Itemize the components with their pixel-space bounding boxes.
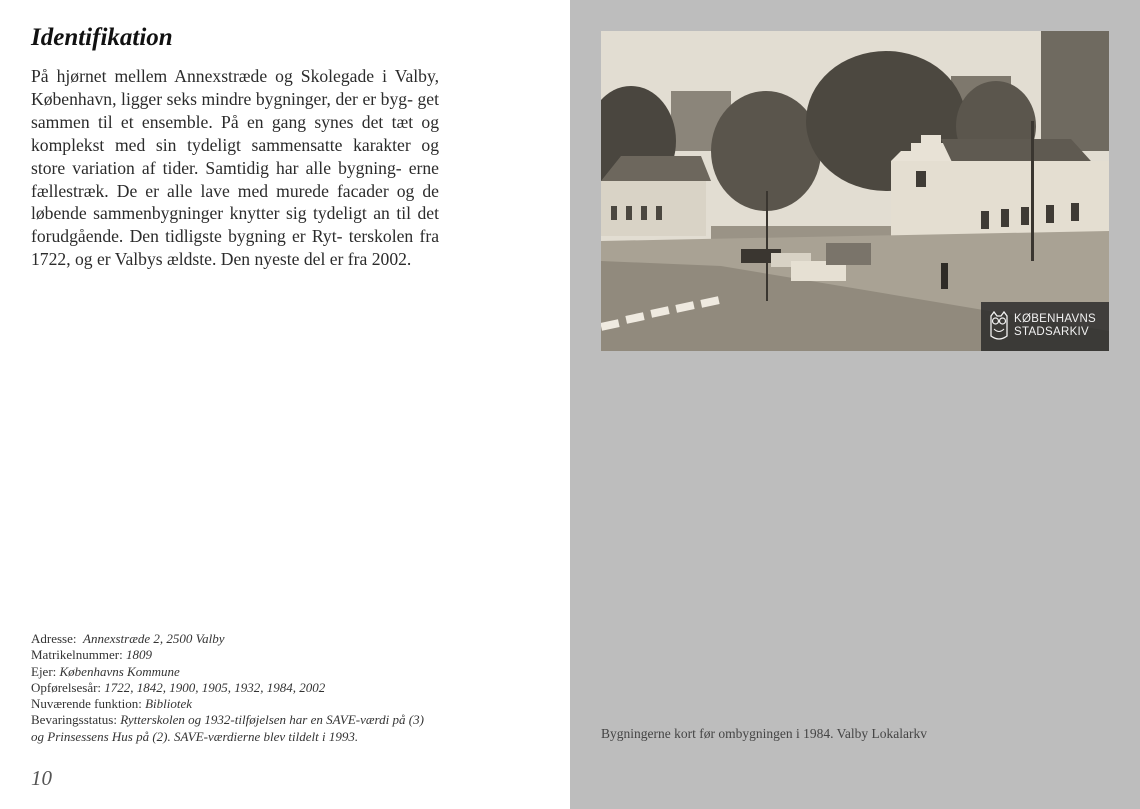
owner-value: Københavns Kommune	[59, 663, 180, 679]
built-row	[31, 680, 451, 696]
function-label: Nuværende funktion:	[31, 696, 142, 712]
status-label: Bevaringsstatus:	[31, 712, 117, 728]
status-row	[31, 712, 451, 728]
right-page	[570, 0, 1140, 809]
function-value: Bibliotek	[145, 696, 193, 712]
status-row-continued	[31, 729, 451, 745]
paragraph-line: På hjørnet mellem Annexstræde og Skolegade i Valby,	[31, 66, 439, 86]
paragraph-line: terskolen fra 1722, og er Valbys ældste. Den nyeste	[31, 226, 439, 270]
paragraph-line: København, ligger seks mindre bygninger, der er byg-	[31, 88, 413, 109]
cadastral-row	[31, 647, 451, 663]
built-label: Opførelsesår:	[31, 679, 102, 695]
page-number: 10	[31, 766, 52, 790]
address-value: Annexstræde 2, 2500 Valby	[83, 631, 225, 646]
paragraph-line: get sammen til et ensemble. På en gang synes det tæt	[31, 88, 439, 132]
building-metadata	[31, 631, 451, 745]
owner-row	[31, 664, 451, 680]
paragraph-line: og de løbende sammenbygninger knytter sig tydeligt	[31, 180, 439, 224]
function-row	[31, 696, 451, 712]
cadastral-value: 1809	[125, 647, 152, 663]
body-paragraph	[31, 65, 439, 271]
archive-watermark	[981, 302, 1109, 351]
historic-photo	[601, 31, 1109, 351]
built-value: 1722, 1842, 1900, 1905, 1932, 1984, 2002	[104, 679, 326, 695]
paragraph-line: an til det forudgående. Den tidligste bygning er Ryt-	[31, 203, 439, 247]
section-heading: Identifikation	[31, 24, 173, 51]
paragraph-line: og store variation af tider. Samtidig har alle bygning-	[31, 134, 439, 178]
photo-caption: Bygningerne kort før ombygningen i 1984. Valby Lokalarkv	[601, 726, 927, 741]
address-label: Adresse:	[31, 631, 77, 646]
paragraph-line: erne fællestræk. De er alle lave med murede facader	[31, 157, 439, 201]
owl-icon	[988, 310, 1010, 342]
owner-label: Ejer:	[31, 663, 57, 679]
address-row	[31, 631, 451, 647]
status-value: og Prinsessens Hus på (2). SAVE-værdierne blev tildelt i 1993.	[31, 728, 359, 744]
status-value: Rytterskolen og 1932-tilføjelsen har en SAVE-værdi på (3)	[120, 712, 424, 728]
paragraph-line: del er fra 2002.	[303, 249, 412, 270]
watermark-line-2: STADSARKIV	[1014, 326, 1089, 338]
paragraph-line: og komplekst med sin tydeligt sammensatte karakter	[31, 111, 439, 155]
watermark-line-1: KØBENHAVNS	[1014, 313, 1097, 325]
cadastral-label: Matrikelnummer:	[31, 647, 123, 663]
